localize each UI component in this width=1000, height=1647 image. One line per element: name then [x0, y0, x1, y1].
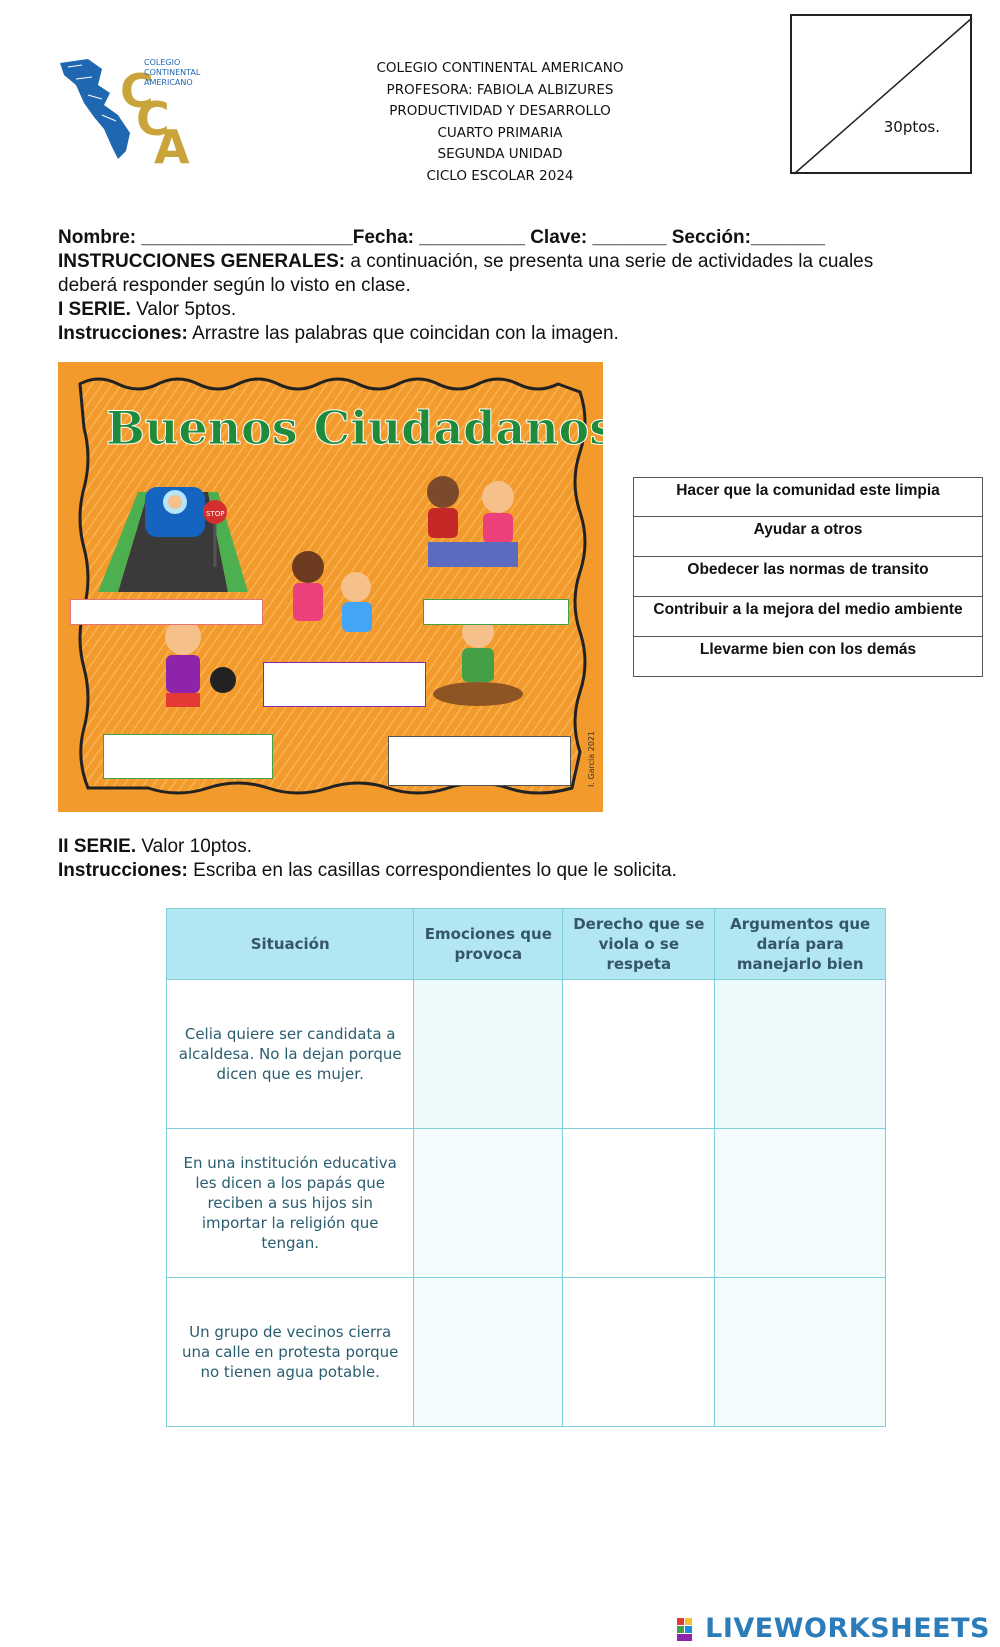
serie2-label: II SERIE.	[58, 836, 137, 857]
col-header-derecho: Derecho que se viola o se respeta	[563, 909, 715, 980]
arguments-input-cell[interactable]	[715, 1278, 886, 1427]
emotions-input-cell[interactable]	[414, 980, 563, 1129]
score-value: 30ptos.	[883, 118, 940, 136]
arguments-input-cell[interactable]	[715, 980, 886, 1129]
emotions-input-cell[interactable]	[414, 1278, 563, 1427]
situation-cell: En una institución educativa les dicen a los papás que reciben a sus hijos sin importar la religión que tengan.	[167, 1129, 414, 1278]
word-item-get-along[interactable]: Llevarme bien con los demás	[633, 637, 983, 677]
serie2-instr-label: Instrucciones:	[58, 860, 188, 881]
serie2-value: Valor 10ptos.	[136, 836, 252, 857]
svg-text:C: C	[120, 64, 154, 118]
serie2-instructions	[58, 859, 677, 883]
right-input-cell[interactable]	[563, 980, 715, 1129]
situation-cell: Un grupo de vecinos cierra una calle en protesta porque no tienen agua potable.	[167, 1278, 414, 1427]
liveworksheets-text: LIVEWORKSHEETS	[705, 1613, 990, 1644]
school-year: CICLO ESCOLAR 2024	[426, 167, 574, 184]
good-citizens-picture	[58, 362, 603, 812]
score-box	[790, 14, 972, 174]
situation-cell: Celia quiere ser candidata a alcaldesa. No la dejan porque dicen que es mujer.	[167, 980, 414, 1129]
right-input-cell[interactable]	[563, 1278, 715, 1427]
situations-table	[166, 908, 886, 1427]
serie1-instructions	[58, 322, 619, 346]
emotions-input-cell[interactable]	[414, 1129, 563, 1278]
word-item-help-others[interactable]: Ayudar a otros	[633, 517, 983, 557]
general-instructions-label: INSTRUCCIONES GENERALES:	[58, 251, 346, 272]
drop-box-1[interactable]	[70, 599, 263, 625]
school-name: COLEGIO CONTINENTAL AMERICANO	[376, 60, 624, 76]
word-item-environment[interactable]: Contribuir a la mejora del medio ambiente	[633, 597, 983, 637]
word-bank	[633, 477, 983, 677]
general-instructions	[58, 250, 873, 274]
picture-title: Buenos Ciudadanos	[106, 401, 603, 455]
serie1-label: I SERIE.	[58, 299, 131, 320]
table-row	[167, 980, 886, 1129]
liveworksheets-logo-icon	[677, 1618, 701, 1642]
liveworksheets-brand	[677, 1613, 990, 1644]
general-instructions-cont: deberá responder según lo visto en clase.	[58, 275, 411, 296]
logo-line-3: AMERICANO	[144, 78, 193, 87]
word-item-clean-community[interactable]: Hacer que la comunidad este limpia	[633, 477, 983, 517]
logo-line-2: CONTINENTAL	[144, 68, 201, 77]
unit: SEGUNDA UNIDAD	[437, 146, 563, 162]
grade: CUARTO PRIMARIA	[437, 124, 563, 141]
picture-credit: I. Garcia 2021	[587, 730, 596, 787]
arguments-input-cell[interactable]	[715, 1129, 886, 1278]
student-info-line: Nombre: ____________________Fecha: __________ Clave: _______ Sección:_______	[58, 227, 825, 248]
word-item-traffic-rules[interactable]: Obedecer las normas de transito	[633, 557, 983, 597]
col-header-emociones: Emociones que provoca	[414, 909, 563, 980]
serie2-instr-text: Escriba en las casillas correspondientes lo que le solicita.	[187, 860, 677, 881]
school-logo	[58, 55, 208, 170]
serie2-heading	[58, 835, 252, 859]
table-row	[167, 1129, 886, 1278]
logo-line-1: COLEGIO	[144, 58, 181, 67]
general-instructions-text: a continuación, se presenta una serie de actividades la cuales	[345, 251, 874, 272]
serie1-instr-text: Arrastre las palabras que coincidan con la imagen.	[187, 323, 619, 344]
drop-box-3[interactable]	[263, 662, 426, 707]
serie1-instr-label: Instrucciones:	[58, 323, 188, 344]
serie1-value: Valor 5ptos.	[130, 299, 237, 320]
stop-sign-text: STOP	[206, 510, 225, 518]
serie1-heading	[58, 298, 236, 322]
subject: PRODUCTIVIDAD Y DESARROLLO	[389, 103, 611, 119]
svg-text:C: C	[136, 92, 170, 146]
svg-text:A: A	[154, 120, 190, 170]
col-header-situacion: Situación	[167, 909, 414, 980]
table-header-row	[167, 909, 886, 980]
school-info	[310, 58, 690, 187]
teacher: PROFESORA: FABIOLA ALBIZURES	[386, 81, 614, 98]
drop-box-2[interactable]	[423, 599, 569, 625]
table-row	[167, 1278, 886, 1427]
drop-box-5[interactable]	[388, 736, 571, 786]
col-header-argumentos: Argumentos que daría para manejarlo bien	[715, 909, 886, 980]
right-input-cell[interactable]	[563, 1129, 715, 1278]
drop-box-4[interactable]	[103, 734, 273, 779]
